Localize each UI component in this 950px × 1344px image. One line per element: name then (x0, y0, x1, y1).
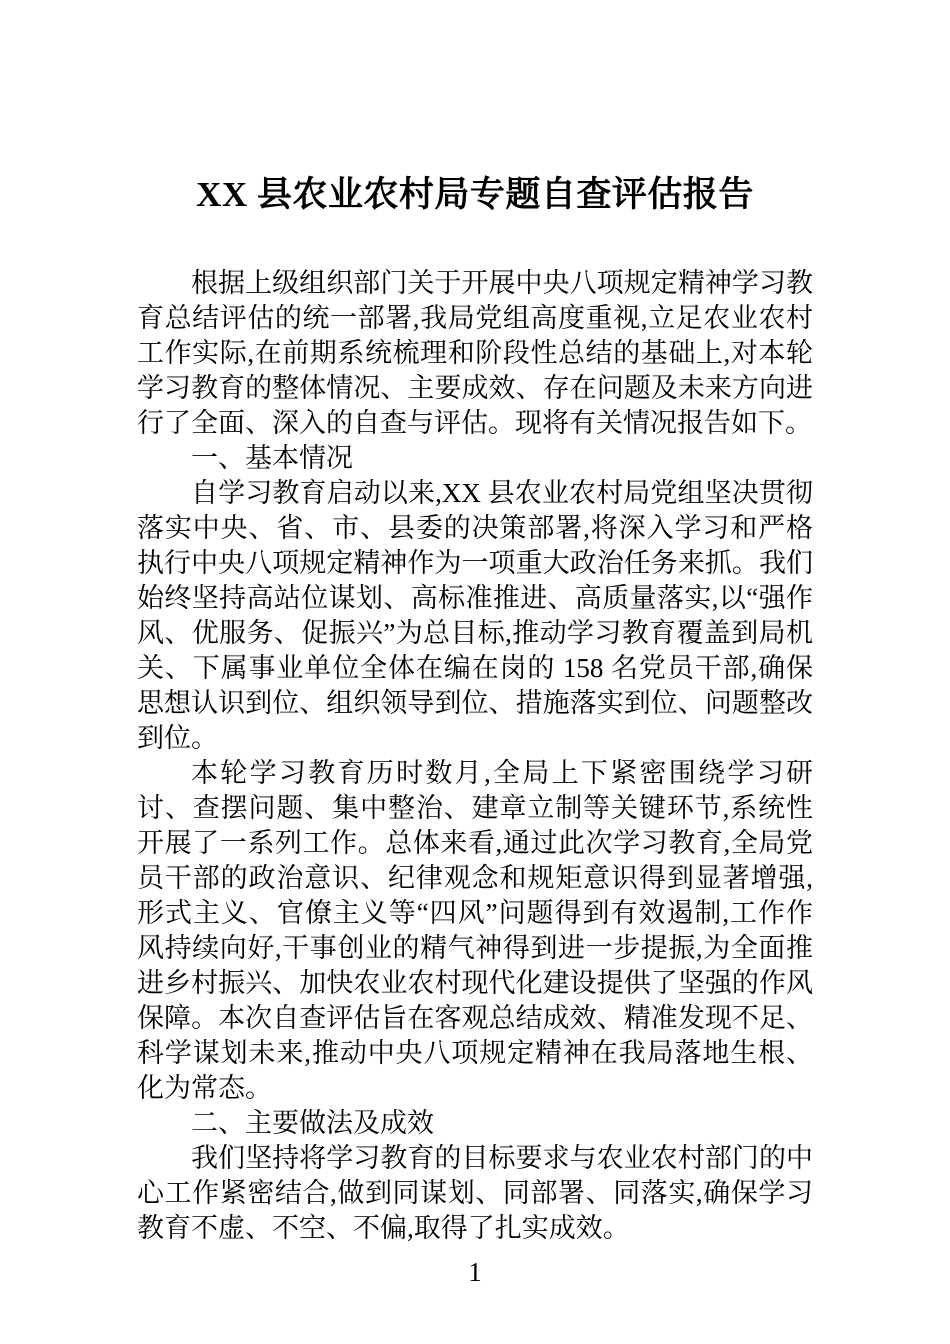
paragraph: 自学习教育启动以来,XX 县农业农村局党组坚决贯彻落实中央、省、市、县委的决策部署,将深入学习和严格执行中央八项规定精神作为一项重大政治任务来抓。我们始终坚持高站位谋划、高标准推进、高质量落实,以“强作风、优服务、促振兴”为总目标,推动学习教育覆盖到局机关、下属事业单位全体在编在岗的 158 名党员干部,确保思想认识到位、组织领导到位、措施落实到位、问题整改到位。 (137, 478, 813, 753)
section-heading: 二、主要做法及成效 (191, 1108, 434, 1138)
paragraph: 我们坚持将学习教育的目标要求与农业农村部门的中心工作紧密结合,做到同谋划、同部署、同落实,确保学习教育不虚、不空、不偏,取得了扎实成效。 (137, 1143, 813, 1243)
page-number: 1 (468, 1257, 482, 1287)
section-heading: 一、基本情况 (191, 443, 353, 473)
document-title: XX 县农业农村局专题自查评估报告 (196, 175, 754, 214)
paragraph: 本轮学习教育历时数月,全局上下紧密围绕学习研讨、查摆问题、集中整治、建章立制等关键环节,系统性开展了一系列工作。总体来看,通过此次学习教育,全局党员干部的政治意识、纪律观念和规矩意识得到显著增强,形式主义、官僚主义等“四风”问题得到有效遏制,工作作风持续向好,干事创业的精气神得到进一步提振,为全面推进乡村振兴、加快农业农村现代化建设提供了坚强的作风保障。本次自查评估旨在客观总结成效、精准发现不足、科学谋划未来,推动中央八项规定精神在我局落地生根、化为常态。 (137, 758, 813, 1103)
paragraph: 根据上级组织部门关于开展中央八项规定精神学习教育总结评估的统一部署,我局党组高度重视,立足农业农村工作实际,在前期系统梳理和阶段性总结的基础上,对本轮学习教育的整体情况、主要成效、存在问题及未来方向进行了全面、深入的自查与评估。现将有关情况报告如下。 (137, 268, 813, 438)
document-body (137, 266, 813, 1246)
